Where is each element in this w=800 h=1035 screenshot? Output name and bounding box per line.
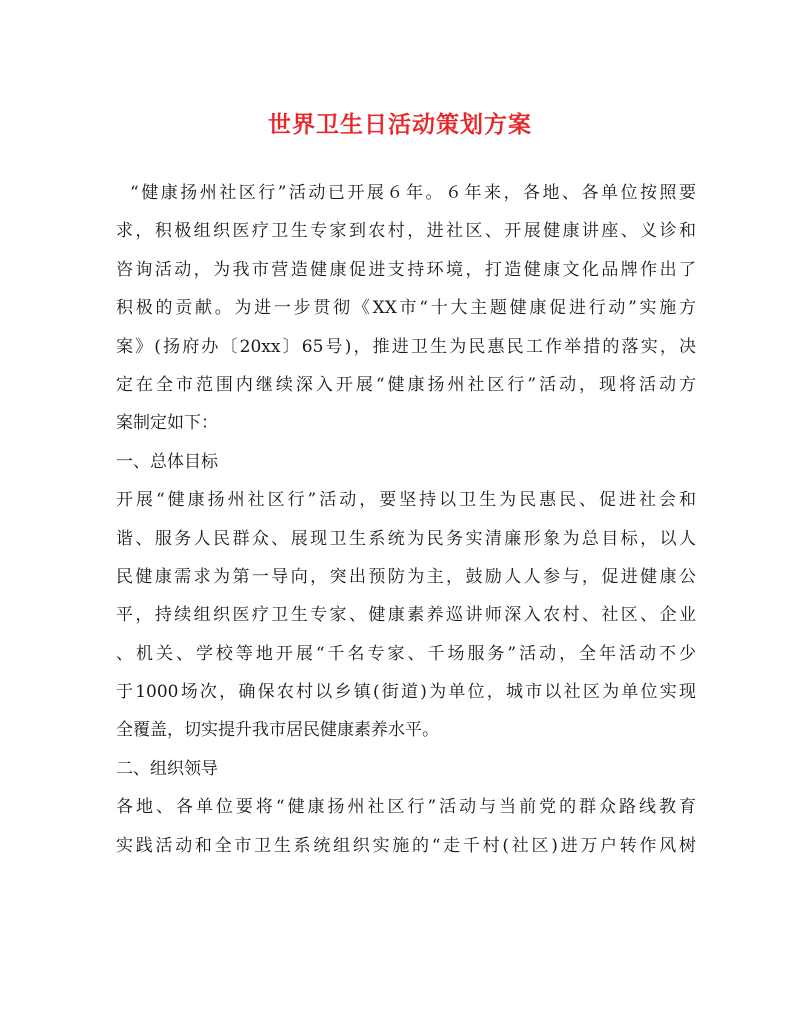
paragraph-line-3: 咨询活动，为我市营造健康促进支持环境，打造健康文化品牌作出了	[116, 259, 696, 280]
paragraph-line-2: 求，积极组织医疗卫生专家到农村，进社区、开展健康讲座、义诊和	[116, 221, 696, 242]
paragraph-line-6: 定在全市范围内继续深入开展“健康扬州社区行”活动，现将活动方	[116, 374, 696, 395]
paragraph-line-11: 平，持续组织医疗卫生专家、健康素养巡讲师深入农村、社区、企业	[116, 605, 696, 626]
paragraph-line-9: 谐、服务人民群众、展现卫生系统为民务实清廉形象为总目标，以人	[116, 528, 696, 549]
paragraph-line-12: 、机关、学校等地开展“千名专家、千场服务”活动，全年活动不少	[116, 643, 696, 664]
section-heading-2: 二、组织领导	[116, 758, 218, 779]
section-heading-1: 一、总体目标	[116, 451, 218, 472]
paragraph-line-7: 案制定如下：	[116, 413, 218, 434]
paragraph-line-5: 案》(扬府办〔20xx〕65号)，推进卫生为民惠民工作举措的落实，决	[116, 336, 696, 357]
paragraph-line-4: 积极的贡献。为进一步贯彻《XX市“十大主题健康促进行动”实施方	[116, 298, 696, 319]
paragraph-line-10: 民健康需求为第一导向，突出预防为主，鼓励人人参与，促进健康公	[116, 566, 696, 587]
document-title: 世界卫生日活动策划方案	[268, 111, 532, 138]
paragraph-line-1: “健康扬州社区行”活动已开展６年。６年来，各地、各单位按照要	[130, 183, 696, 203]
paragraph-line-8: 开展“健康扬州社区行”活动，要坚持以卫生为民惠民、促进社会和	[116, 490, 696, 511]
document-body	[116, 174, 696, 865]
paragraph-line-16: 实践活动和全市卫生系统组织实施的“走千村(社区)进万户转作风树	[116, 835, 696, 856]
paragraph-line-13: 于1000场次，确保农村以乡镇(街道)为单位，城市以社区为单位实现	[116, 682, 696, 703]
paragraph-line-15: 各地、各单位要将“健康扬州社区行”活动与当前党的群众路线教育	[116, 797, 696, 818]
paragraph-line-14: 全覆盖，切实提升我市居民健康素养水平。	[116, 720, 439, 741]
